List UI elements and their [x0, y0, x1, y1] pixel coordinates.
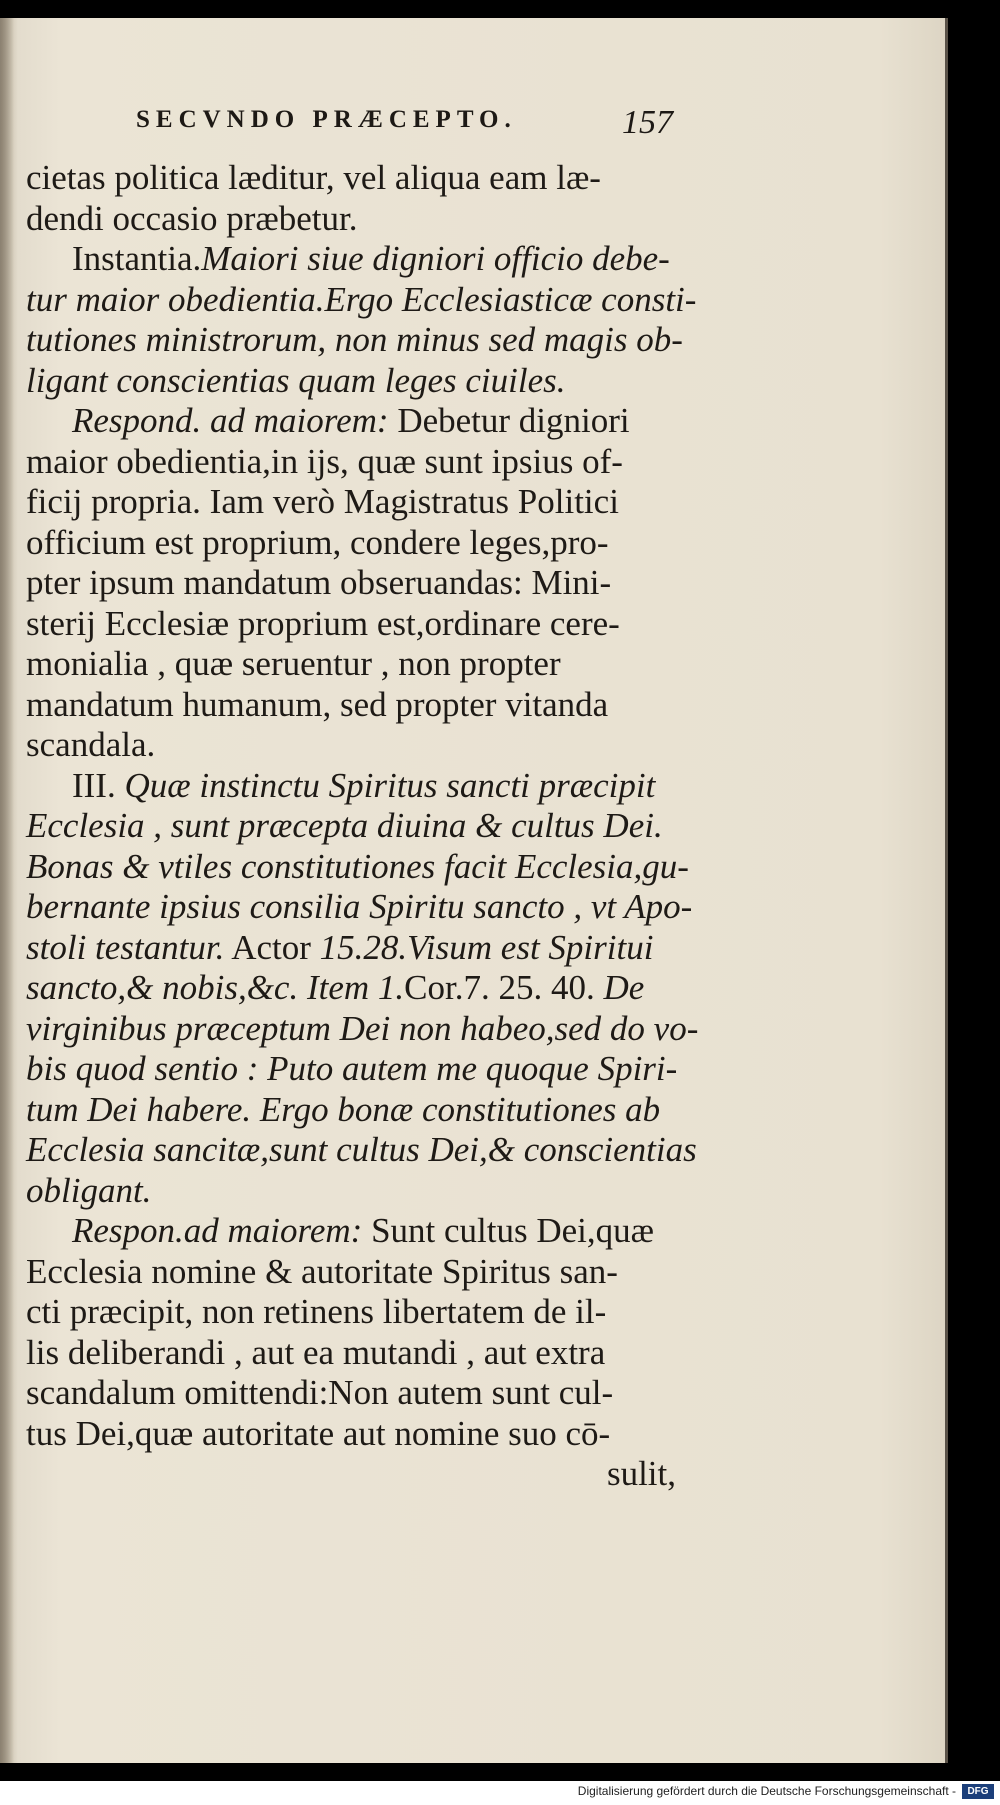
text-line	[26, 442, 676, 483]
text-line	[26, 1414, 676, 1455]
footer-credit: Digitalisierung gefördert durch die Deutsche Forschungsgemeinschaft -	[577, 1784, 956, 1798]
catchword: sulit,	[606, 1454, 676, 1493]
italic-span: stoli testantur.	[26, 927, 225, 967]
text-line	[26, 685, 676, 726]
text-line	[26, 401, 676, 442]
roman-span: Debetur digniori	[388, 401, 630, 440]
italic-span: tur maior obedientia.Ergo Ecclesiasticæ consti-	[26, 279, 697, 319]
text-line	[26, 361, 676, 402]
roman-span: monialia , quæ seruentur , non propter	[26, 644, 561, 683]
italic-span: virginibus præceptum Dei non habeo,sed do vo-	[26, 1008, 699, 1048]
italic-span: sancto,& nobis,&c. Item 1.	[26, 968, 405, 1007]
text-line	[26, 239, 676, 280]
roman-span: ficij propria. Iam verò Magistratus Politici	[26, 482, 619, 521]
italic-span: ligant conscientias quam leges ciuiles.	[26, 360, 566, 400]
roman-span: scandala.	[26, 725, 156, 764]
text-line	[26, 279, 697, 321]
text-line	[26, 1008, 699, 1050]
roman-span: Actor	[224, 927, 320, 967]
text-line	[26, 887, 693, 928]
text-line	[26, 1373, 676, 1414]
text-line	[26, 1171, 676, 1212]
italic-span: bernante ipsius consilia Spiritu sancto , vt Apo-	[26, 887, 693, 926]
roman-span: cti præcipit, non retinens libertatem de il-	[26, 1292, 607, 1331]
italic-span: Ecclesia sancitæ,sunt cultus Dei,& conscientias	[26, 1130, 697, 1169]
italic-span: bis quod sentio : Puto autem me quoque Spiri-	[26, 1049, 678, 1088]
roman-span: scandalum omittendi:Non autem sunt cul-	[26, 1373, 614, 1412]
roman-span: lis deliberandi , aut ea mutandi , aut extra	[26, 1332, 606, 1372]
roman-span: dendi occasio præbetur.	[26, 198, 358, 238]
text-line	[26, 928, 676, 969]
text-line	[26, 1130, 697, 1171]
text-line	[26, 1090, 676, 1131]
roman-span: Ecclesia nomine & autoritate Spiritus san-	[26, 1251, 618, 1291]
roman-span: sterij Ecclesiæ proprium est,ordinare cere-	[26, 603, 620, 643]
book-page	[0, 18, 948, 1763]
text-line	[26, 482, 676, 523]
dfg-logo: DFG	[962, 1784, 994, 1799]
italic-span: tutiones ministrorum, non minus sed magis ob-	[26, 320, 683, 359]
text-line	[26, 1049, 676, 1090]
roman-span: officium est proprium, condere leges,pro-	[26, 522, 609, 562]
running-head: SECVNDO PRÆCEPTO.	[136, 106, 517, 133]
text-line	[26, 806, 676, 847]
text-line	[26, 1292, 676, 1333]
roman-span: Sunt cultus Dei,quæ	[362, 1211, 655, 1250]
italic-span: Maiori siue digniori officio debe-	[201, 239, 670, 278]
text-line	[26, 725, 676, 766]
italic-span: Quæ instinctu Spiritus sancti præcipit	[124, 765, 656, 805]
text-line	[26, 766, 676, 807]
roman-span: Instantia.	[72, 239, 202, 278]
italic-span: 15.28.Visum est Spiritui	[319, 927, 654, 967]
roman-span: Cor.7. 25. 40.	[404, 968, 604, 1007]
text-line	[26, 604, 676, 645]
text-line	[26, 563, 676, 604]
italic-span: Ecclesia , sunt præcepta diuina & cultus Dei.	[26, 806, 663, 845]
roman-span: cietas politica læditur, vel aliqua eam læ-	[26, 158, 601, 197]
footer-bar	[0, 1781, 1000, 1805]
roman-span: tus Dei,quæ autoritate aut nomine suo cō-	[26, 1413, 611, 1453]
italic-span: De	[603, 968, 645, 1007]
text-line	[26, 1252, 676, 1293]
roman-span: maior obedientia,in ijs, quæ sunt ipsius of-	[26, 441, 623, 481]
roman-span: III.	[72, 765, 125, 805]
text-line	[26, 320, 683, 361]
roman-span: pter ipsum mandatum obseruandas: Mini-	[26, 563, 612, 602]
roman-span: mandatum humanum, sed propter vitanda	[26, 684, 609, 724]
text-line	[26, 644, 676, 685]
text-line	[26, 523, 676, 564]
text-line	[26, 846, 689, 888]
italic-span: Respond. ad maiorem:	[72, 401, 389, 440]
italic-span: Respon.ad maiorem:	[72, 1211, 363, 1250]
text-line	[26, 199, 676, 240]
body-text	[26, 158, 699, 1495]
page-number: 157	[622, 104, 673, 141]
italic-span: obligant.	[26, 1170, 152, 1210]
text-line	[26, 1211, 676, 1252]
italic-span: Bonas & vtiles constitutiones facit Ecclesia,gu-	[26, 846, 689, 886]
text-line	[26, 158, 676, 199]
text-line	[26, 968, 676, 1009]
italic-span: tum Dei habere. Ergo bonæ constitutiones ab	[26, 1089, 661, 1129]
text-line	[26, 1333, 676, 1374]
